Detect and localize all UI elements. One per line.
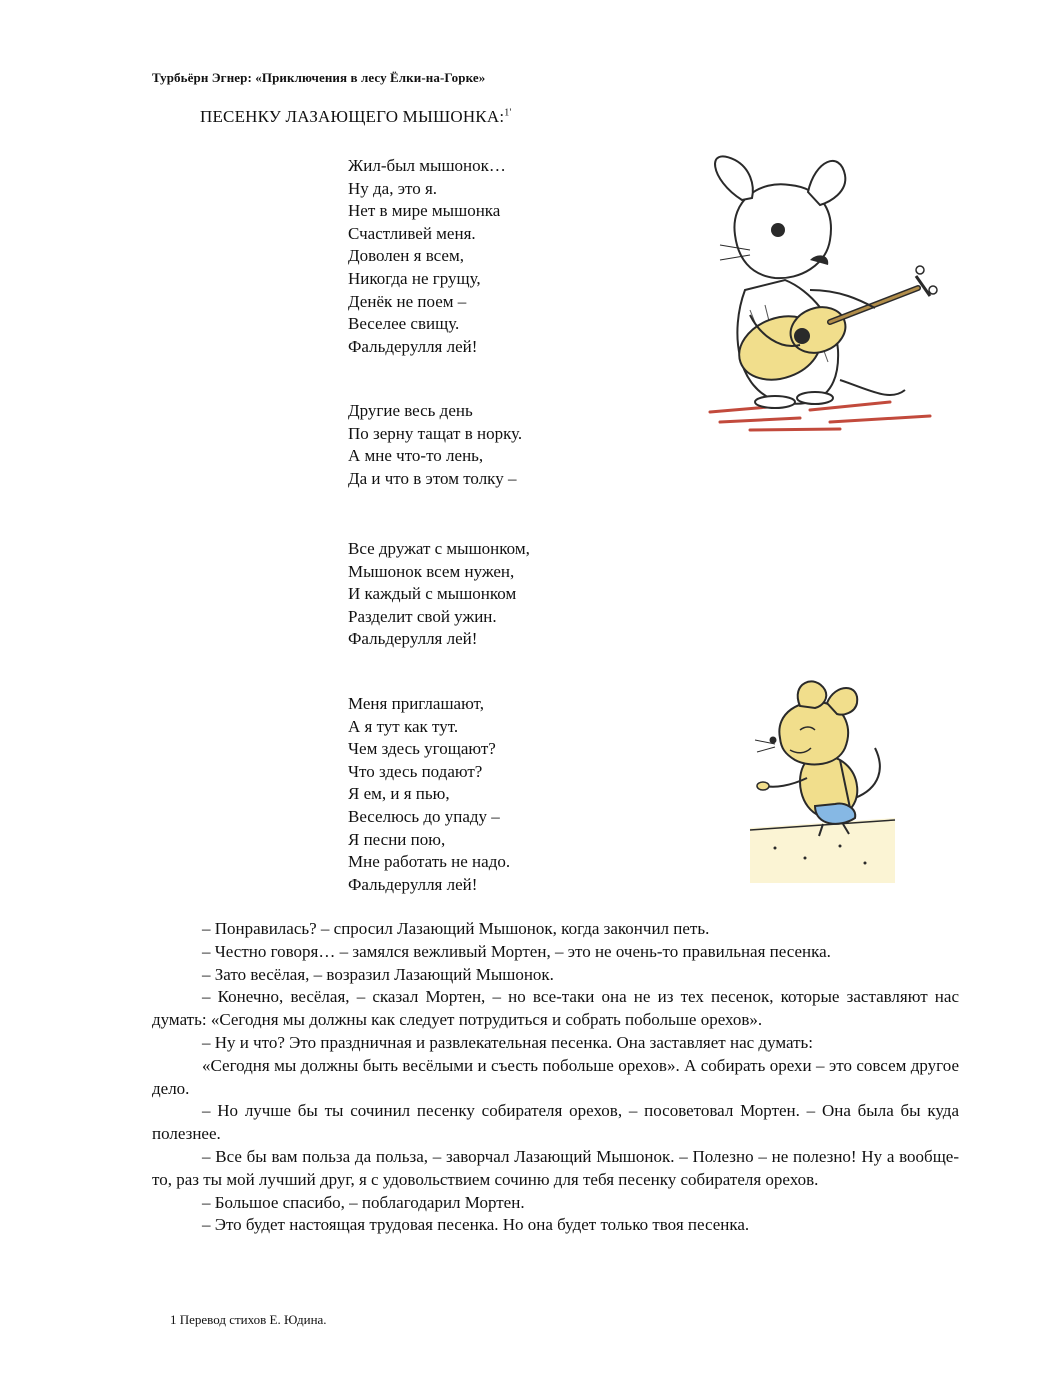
song-title [200, 107, 511, 127]
poem-line: Ну да, это я. [348, 178, 438, 198]
poem-line: По зерну тащат в норку. [348, 423, 523, 443]
prose-paragraph: – Зато весёлая, – возразил Лазающий Мышонок. [202, 964, 554, 984]
poem-line: Никогда не грущу, [348, 268, 481, 288]
running-header: Турбьёрн Эгнер: «Приключения в лесу Ёлки-на-Горке» [152, 70, 486, 85]
poem-line: И каждый с мышонком [348, 584, 517, 604]
poem-line: Веселее свищу. [348, 314, 460, 334]
poem-line: Мышонок всем нужен, [348, 561, 515, 581]
poem-stanza-4 [348, 693, 510, 896]
prose-block [152, 918, 959, 1237]
prose-paragraph: – Это будет настоящая трудовая песенка. Но она будет только твоя песенка. [202, 1215, 750, 1235]
prose-paragraph: «Сегодня мы должны быть весёлыми и съесть побольше орехов». А собирать орехи – это совсем другое дело. [152, 1055, 959, 1098]
poem-line: Мне работать не надо. [348, 852, 511, 872]
poem-line: Нет в мире мышонка [348, 201, 501, 221]
song-title-text: ПЕСЕНКУ ЛАЗАЮЩЕГО МЫШОНКА: [200, 107, 505, 126]
poem-line: А мне что-то лень, [348, 446, 484, 466]
poem-line: Я песни пою, [348, 829, 446, 849]
poem-stanza-1 [348, 155, 506, 358]
poem-line: Денёк не поем – [348, 291, 467, 311]
mouse-with-guitar-icon [690, 140, 955, 440]
poem-stanza-3 [348, 538, 530, 651]
poem-line: Фальдерулля лей! [348, 629, 478, 649]
prose-paragraph: – Конечно, весёлая, – сказал Мортен, – но все-таки она не из тех песенок, которые заставляют нас думать: «Сегодня мы должны как следует потрудиться и собрать побольше орехов». [152, 987, 959, 1030]
poem-line: А я тут как тут. [348, 716, 459, 736]
poem-line: Жил-был мышонок… [348, 156, 506, 175]
prose-paragraph: – Понравилась? – спросил Лазающий Мышонок, когда закончил петь. [202, 919, 710, 938]
prose-paragraph: – Большое спасибо, – поблагодарил Мортен. [202, 1192, 525, 1212]
poem-line: Что здесь подают? [348, 761, 483, 781]
footnote-reference: 1' [504, 107, 512, 119]
poem-line: Фальдерулля лей! [348, 336, 478, 356]
poem-line: Меня приглашают, [348, 694, 484, 713]
prose-paragraph: – Все бы вам польза да польза, – заворчал Лазающий Мышонок. – Полезно – не полезно! Ну а вообще-то, раз ты мой лучший друг, я с удовольствием сочиню для тебя песенку собирателя орехов. [152, 1146, 959, 1189]
poem-line: Фальдерулля лей! [348, 874, 478, 894]
poem-line: Доволен я всем, [348, 246, 464, 266]
prose-paragraph: – Ну и что? Это праздничная и развлекательная песенка. Она заставляет нас думать: [202, 1032, 813, 1052]
poem-line: Другие весь день [348, 401, 473, 420]
poem-line: Разделит свой ужин. [348, 606, 497, 626]
ground-strokes [710, 402, 930, 430]
poem-line: Счастливей меня. [348, 223, 476, 243]
dancing-mouse-icon [745, 668, 900, 888]
poem-line: Да и что в этом толку – [348, 468, 517, 488]
poem-line: Веселюсь до упаду – [348, 806, 500, 826]
prose-paragraph: – Честно говоря… – замялся вежливый Мортен, – это не очень-то правильная песенка. [202, 941, 831, 961]
poem-stanza-2 [348, 400, 522, 490]
footnote: 1 Перевод стихов Е. Юдина. [170, 1312, 327, 1327]
prose-paragraph: – Но лучше бы ты сочинил песенку собирателя орехов, – посоветовал Мортен. – Она была бы куда полезнее. [152, 1101, 959, 1144]
poem-line: Все дружат с мышонком, [348, 539, 530, 558]
poem-line: Чем здесь угощают? [348, 739, 496, 759]
poem-line: Я ем, и я пью, [348, 784, 450, 804]
